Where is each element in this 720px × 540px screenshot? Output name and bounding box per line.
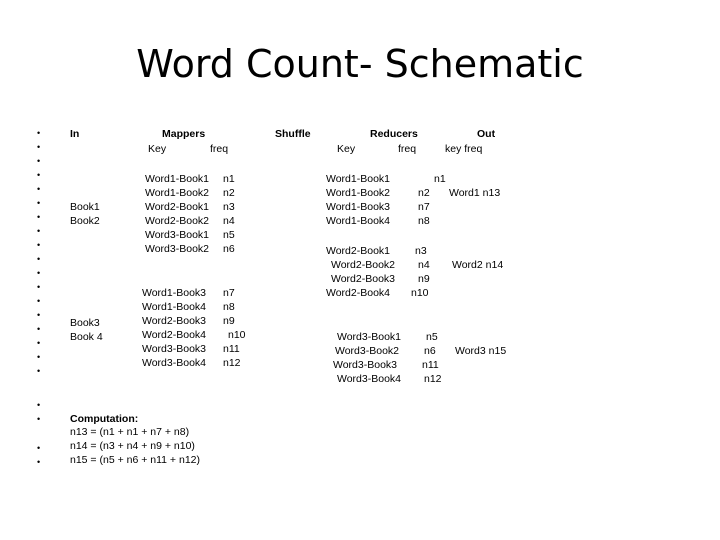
- mapper-key: Word2-Book3: [142, 315, 207, 327]
- mapper-freq: n7: [223, 287, 235, 299]
- mapper-key: Word1-Book2: [145, 187, 210, 199]
- in-header: In: [70, 128, 80, 140]
- out-keyfreq-header: key freq: [445, 143, 483, 155]
- reducer-key: Word3-Book2: [335, 345, 400, 357]
- bullet-marker: •: [37, 226, 41, 236]
- bullet-marker: •: [37, 128, 41, 138]
- mapper-freq: n4: [223, 215, 235, 227]
- reducer-key: Word1-Book3: [326, 201, 391, 213]
- reducer-key: Word1-Book4: [326, 215, 391, 227]
- mapper-key: Word3-Book2: [145, 243, 210, 255]
- bullet-marker: •: [37, 352, 41, 362]
- bullet-marker: •: [37, 198, 41, 208]
- computation-line: n15 = (n5 + n6 + n11 + n12): [70, 454, 200, 466]
- mapper-freq: n12: [223, 357, 241, 369]
- reducer-freq-header: freq: [398, 143, 417, 155]
- input-book: Book3: [70, 317, 100, 329]
- computation-label: Computation:: [70, 413, 139, 425]
- mapper-freq: n11: [223, 343, 240, 355]
- mapper-key: Word1-Book1: [145, 173, 210, 185]
- bullet-marker: •: [37, 366, 41, 376]
- reducer-key: Word2-Book3: [331, 273, 396, 285]
- computation-line: n14 = (n3 + n4 + n9 + n10): [70, 440, 195, 452]
- bullet-marker: •: [37, 156, 41, 166]
- bullet-marker: •: [37, 310, 41, 320]
- reducer-freq: n8: [418, 215, 430, 227]
- reducer-freq: n7: [418, 201, 430, 213]
- mapper-key: Word3-Book4: [142, 357, 207, 369]
- bullet-marker: •: [37, 282, 41, 292]
- reducer-key: Word3-Book1: [337, 331, 402, 343]
- bullet-marker: •: [37, 296, 41, 306]
- reducer-freq: n3: [415, 245, 427, 257]
- mapper-key: Word1-Book3: [142, 287, 207, 299]
- mapper-key: Word1-Book4: [142, 301, 207, 313]
- mapper-key: Word3-Book3: [142, 343, 207, 355]
- output-count: Word3 n15: [455, 345, 507, 357]
- output-count: Word1 n13: [449, 187, 501, 199]
- bullet-marker: •: [37, 184, 41, 194]
- reducer-key: Word3-Book3: [333, 359, 398, 371]
- mapper-freq: n10: [228, 329, 246, 341]
- bullet-marker: •: [37, 268, 41, 278]
- mapper-freq: n5: [223, 229, 235, 241]
- reducer-freq: n2: [418, 187, 430, 199]
- mapper-key: Word2-Book2: [145, 215, 210, 227]
- bullet-marker: •: [37, 338, 41, 348]
- mapper-freq: n3: [223, 201, 235, 213]
- bullet-marker: •: [37, 443, 41, 453]
- bullet-marker: •: [37, 170, 41, 180]
- input-book: Book 4: [70, 331, 103, 343]
- bullet-marker: •: [37, 414, 41, 424]
- out-header: Out: [477, 128, 496, 140]
- mapper-key: Word2-Book1: [145, 201, 210, 213]
- mappers-header: Mappers: [162, 128, 206, 140]
- reducer-freq: n6: [424, 345, 436, 357]
- reducer-key-header: Key: [337, 143, 356, 155]
- output-count: Word2 n14: [452, 259, 504, 271]
- shuffle-header: Shuffle: [275, 128, 311, 140]
- reducer-freq: n4: [418, 259, 430, 271]
- bullet-marker: •: [37, 142, 41, 152]
- page-title: Word Count- Schematic: [136, 42, 584, 86]
- reducer-freq: n1: [434, 173, 446, 185]
- mapper-key: Word2-Book4: [142, 329, 207, 341]
- reducer-freq: n9: [418, 273, 430, 285]
- reducers-header: Reducers: [370, 128, 418, 140]
- reducer-key: Word2-Book4: [326, 287, 391, 299]
- mapper-freq: n2: [223, 187, 235, 199]
- reducer-key: Word1-Book2: [326, 187, 391, 199]
- reducer-freq: n5: [426, 331, 438, 343]
- bullet-marker: •: [37, 212, 41, 222]
- input-book: Book1: [70, 201, 100, 213]
- bullet-marker: •: [37, 457, 41, 467]
- mapper-freq: n9: [223, 315, 235, 327]
- input-book: Book2: [70, 215, 100, 227]
- mapper-freq: n1: [223, 173, 235, 185]
- reducer-key: Word2-Book2: [331, 259, 396, 271]
- mapper-freq: n8: [223, 301, 235, 313]
- reducer-freq: n10: [411, 287, 429, 299]
- reducer-key: Word2-Book1: [326, 245, 391, 257]
- reducer-key: Word3-Book4: [337, 373, 402, 385]
- mapper-freq: n6: [223, 243, 235, 255]
- mapper-freq-header: freq: [210, 143, 229, 155]
- reducer-freq: n11: [422, 359, 439, 371]
- reducer-freq: n12: [424, 373, 442, 385]
- bullet-marker: •: [37, 254, 41, 264]
- bullet-marker: •: [37, 240, 41, 250]
- mapper-key-header: Key: [148, 143, 167, 155]
- bullet-marker: •: [37, 324, 41, 334]
- mapper-key: Word3-Book1: [145, 229, 210, 241]
- reducer-key: Word1-Book1: [326, 173, 391, 185]
- bullet-marker: •: [37, 400, 41, 410]
- computation-line: n13 = (n1 + n1 + n7 + n8): [70, 426, 190, 438]
